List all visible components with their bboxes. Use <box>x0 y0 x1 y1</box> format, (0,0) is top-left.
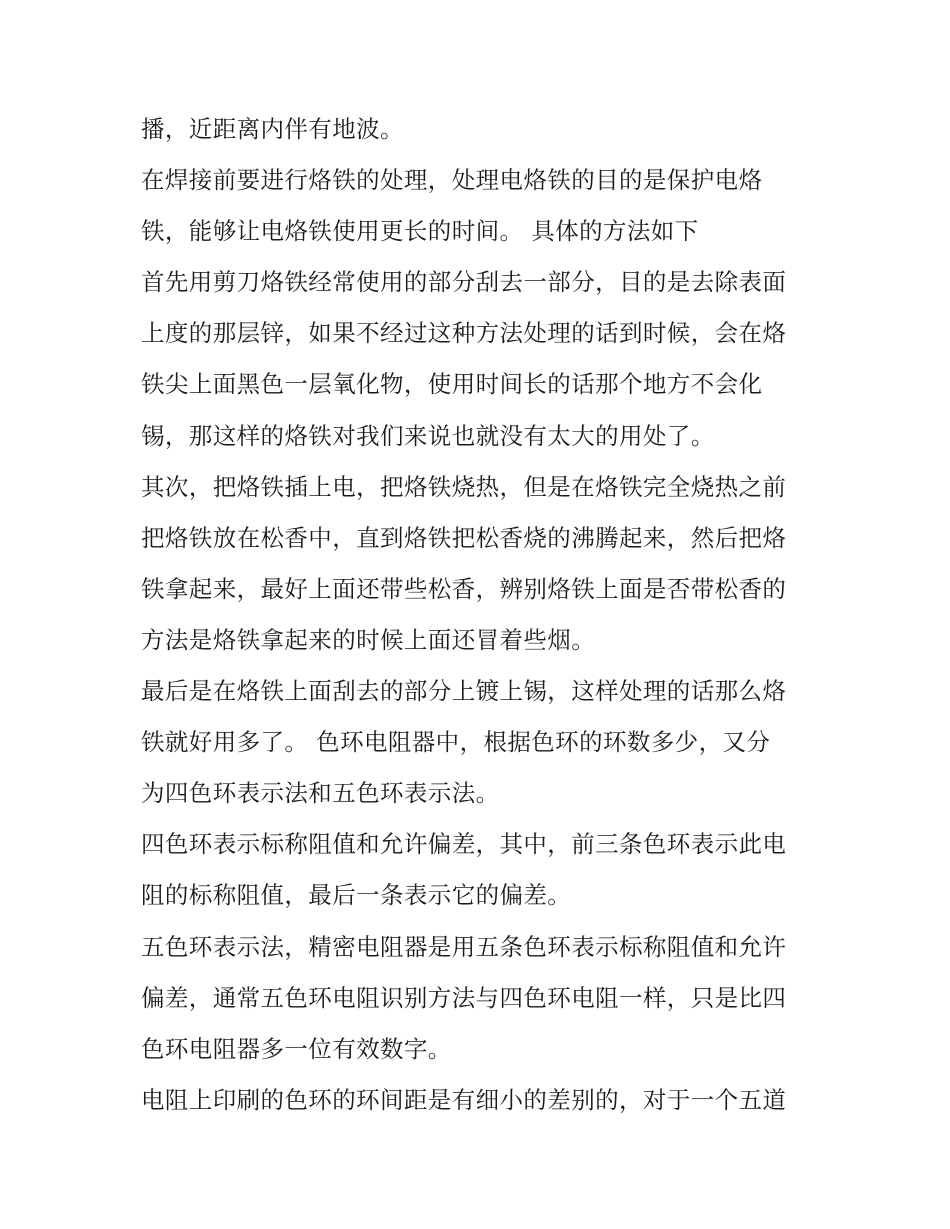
document-body <box>141 107 821 1129</box>
text-line: 阻的标称阻值，最后一条表示它的偏差。 <box>141 881 572 910</box>
text-line: 色环电阻器多一位有效数字。 <box>141 1034 452 1063</box>
text-line: 锡，那这样的烙铁对我们来说也就没有太大的用处了。 <box>141 421 715 450</box>
text-line: 偏差，通常五色环电阻识别方法与四色环电阻一样，只是比四 <box>141 983 787 1012</box>
text-line: 五色环表示法，精密电阻器是用五条色环表示标称阻值和允许 <box>141 932 787 961</box>
text-line: 最后是在烙铁上面刮去的部分上镀上锡，这样处理的话那么烙 <box>141 677 787 706</box>
text-line: 电阻上印刷的色环的环间距是有细小的差别的，对于一个五道 <box>141 1085 787 1114</box>
text-line: 铁就好用多了。 色环电阻器中，根据色环的环数多少，又分 <box>141 728 771 757</box>
text-line: 播，近距离内伴有地波。 <box>141 115 404 143</box>
text-line: 铁，能够让电烙铁使用更长的时间。 具体的方法如下 <box>141 217 699 246</box>
text-line: 在焊接前要进行烙铁的处理，处理电烙铁的目的是保护电烙 <box>141 166 763 195</box>
text-line: 铁尖上面黑色一层氧化物，使用时间长的话那个地方不会化 <box>141 370 763 399</box>
text-line: 为四色环表示法和五色环表示法。 <box>141 779 500 808</box>
text-line: 首先用剪刀烙铁经常使用的部分刮去一部分，目的是去除表面 <box>141 268 787 297</box>
text-line: 四色环表示标称阻值和允许偏差，其中，前三条色环表示此电 <box>141 830 787 859</box>
text-line: 铁拿起来，最好上面还带些松香，辨别烙铁上面是否带松香的 <box>141 574 787 603</box>
text-line: 上度的那层锌，如果不经过这种方法处理的话到时候，会在烙 <box>141 319 787 348</box>
text-line: 把烙铁放在松香中，直到烙铁把松香烧的沸腾起来，然后把烙 <box>141 523 787 552</box>
text-line: 方法是烙铁拿起来的时候上面还冒着些烟。 <box>141 625 596 654</box>
text-line: 其次，把烙铁插上电，把烙铁烧热，但是在烙铁完全烧热之前 <box>141 472 787 501</box>
